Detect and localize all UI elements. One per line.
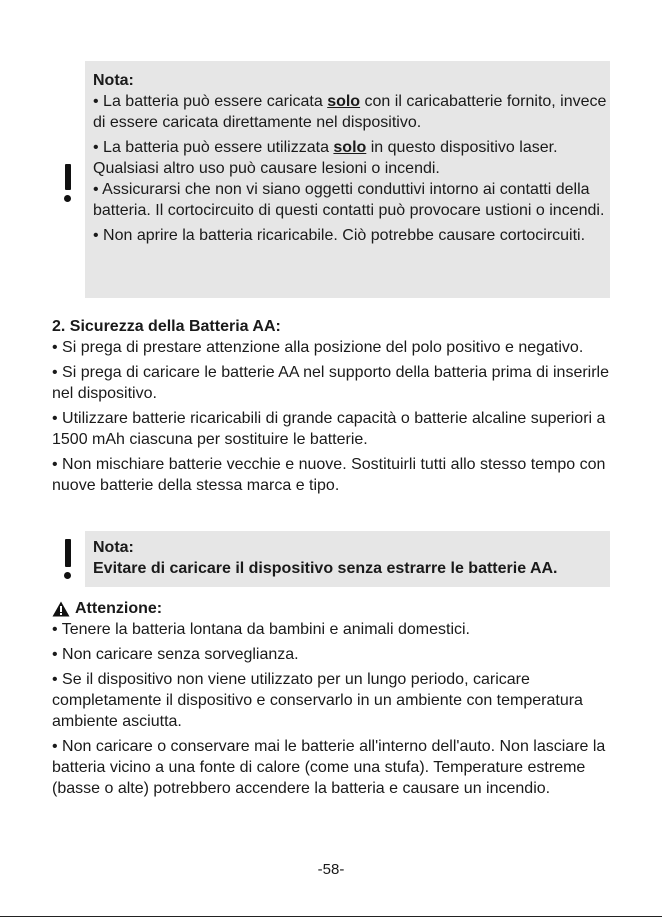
note-bullet-1: • La batteria può essere caricata solo con il caricabatterie fornito, invece di essere caricata direttamente nel dispositivo. xyxy=(93,93,607,131)
exclamation-icon xyxy=(62,539,73,579)
warning-triangle-icon xyxy=(52,601,70,617)
warning-bullet-2: • Non caricare senza sorveglianza. xyxy=(52,646,299,663)
section-warning xyxy=(52,598,622,803)
note-title: Nota: xyxy=(93,539,134,556)
section-bullet-4: • Non mischiare batterie vecchie e nuove. Sostituirli tutti allo stesso tempo con nuove batterie della stessa marca e tipo. xyxy=(52,456,606,494)
section-bullet-1: • Si prega di prestare attenzione alla posizione del polo positivo e negativo. xyxy=(52,339,584,356)
emphasis-solo: solo xyxy=(333,139,367,156)
exclamation-icon xyxy=(62,164,73,202)
note-title: Nota: xyxy=(93,72,134,89)
warning-heading xyxy=(52,598,622,619)
section-bullet-3: • Utilizzare batterie ricaricabili di grande capacità o batterie alcaline superiori a 1500 mAh ciascuna per sostituire le batterie. xyxy=(52,410,606,448)
warning-bullet-1: • Tenere la batteria lontana da bambini e animali domestici. xyxy=(52,621,470,638)
note-box-battery xyxy=(52,61,610,298)
section-bullet-2: • Si prega di caricare le batterie AA nel supporto della batteria prima di inserirle nel dispositivo. xyxy=(52,364,610,402)
section-title: 2. Sicurezza della Batteria AA: xyxy=(52,318,281,335)
note-bullet-3: • Assicurarsi che non vi siano oggetti conduttivi intorno ai contatti della batteria. Il cortocircuito di questi contatti può provocare ustioni o incendi. xyxy=(93,181,605,219)
note-icon-column xyxy=(52,531,87,587)
note-body xyxy=(87,531,610,587)
bottom-divider xyxy=(0,916,662,917)
warning-title: Attenzione: xyxy=(75,600,163,617)
note-box-aa xyxy=(52,531,610,587)
emphasis-solo: solo xyxy=(327,93,361,110)
note-icon-column xyxy=(52,61,87,298)
note-text: Evitare di caricare il dispositivo senza estrarre le batterie AA. xyxy=(93,560,558,577)
note-bullet-2: • La batteria può essere utilizzata solo in questo dispositivo laser. Qualsiasi altro uso può causare lesioni o incendi. xyxy=(93,139,558,177)
warning-bullet-4: • Non caricare o conservare mai le batterie all'interno dell'auto. Non lasciare la batteria vicino a una fonte di calore (come una stufa). Temperature estreme (basse o alte) potrebbero accendere la batteria e causare un incendio. xyxy=(52,738,606,797)
page-number: -58- xyxy=(317,861,345,878)
note-bullet-4: • Non aprire la batteria ricaricabile. Ciò potrebbe causare cortocircuiti. xyxy=(93,227,586,244)
note-body xyxy=(87,61,610,298)
section-aa-battery-safety xyxy=(52,316,622,500)
warning-bullet-3: • Se il dispositivo non viene utilizzato per un lungo periodo, caricare completamente il dispositivo e conservarlo in un ambiente con temperatura ambiente asciutta. xyxy=(52,671,583,730)
